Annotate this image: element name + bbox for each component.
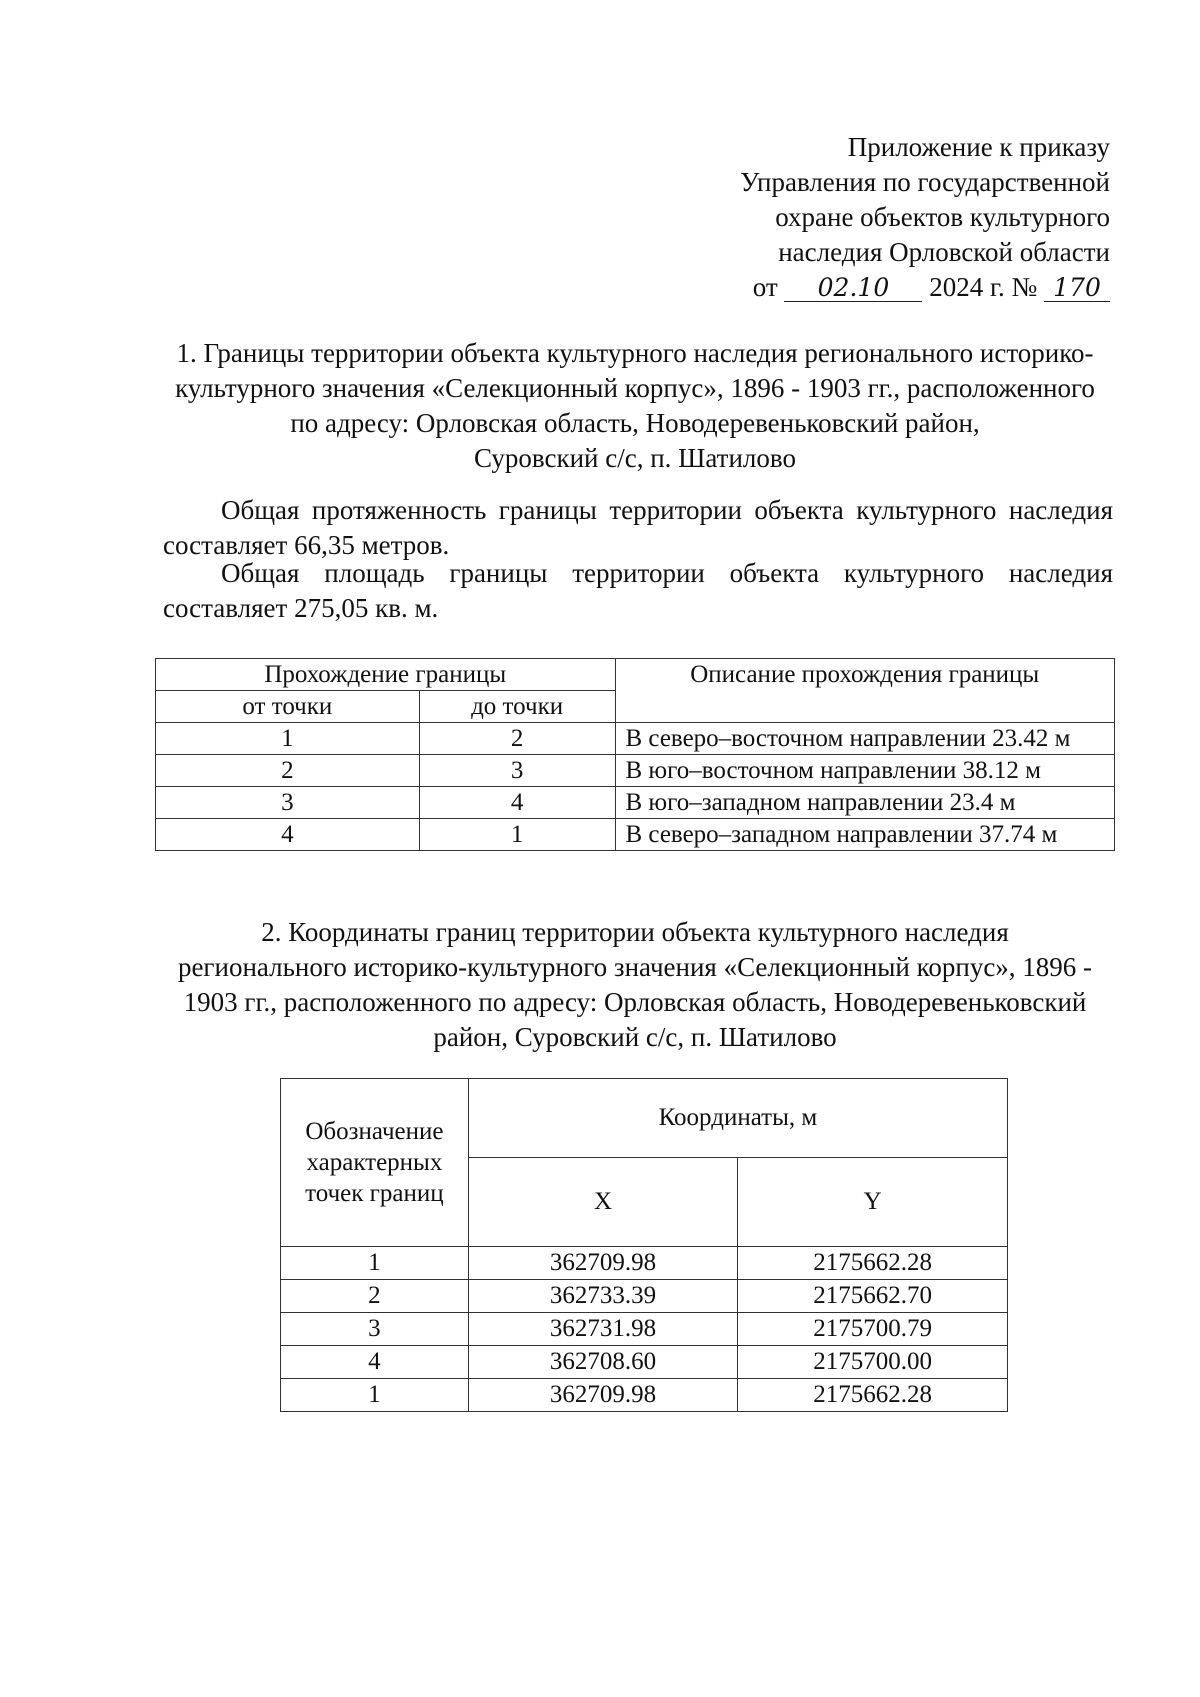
- section2-title-line: 1903 гг., расположенного по адресу: Орловская область, Новодеревеньковский: [183, 987, 1087, 1017]
- to-point-cell: 3: [419, 755, 615, 787]
- to-point-cell: 2: [419, 723, 615, 755]
- header-line-1: Приложение к приказу: [847, 132, 1110, 162]
- x-cell: 362733.39: [468, 1280, 737, 1313]
- document-header: [740, 130, 1110, 305]
- from-point-cell: 3: [156, 787, 420, 819]
- table-row: [281, 1313, 1008, 1346]
- section2-title: [160, 915, 1110, 1055]
- header-line-2: Управления по государственной: [740, 167, 1110, 197]
- x-cell: 362708.60: [468, 1346, 737, 1379]
- header-y: Y: [738, 1158, 1008, 1247]
- x-cell: 362731.98: [468, 1313, 737, 1346]
- y-cell: 2175662.70: [738, 1280, 1008, 1313]
- header-line-4: наследия Орловской области: [778, 237, 1110, 267]
- date-prefix: от: [752, 272, 778, 302]
- point-cell: 1: [281, 1379, 469, 1412]
- y-cell: 2175700.00: [738, 1346, 1008, 1379]
- description-cell: В юго–восточном направлении 38.12 м: [615, 755, 1115, 787]
- point-cell: 3: [281, 1313, 469, 1346]
- table-row: [281, 1379, 1008, 1412]
- point-cell: 1: [281, 1247, 469, 1280]
- section1-title: [160, 336, 1110, 476]
- header-from-point: от точки: [156, 691, 420, 723]
- header-description: Описание прохождения границы: [615, 659, 1115, 723]
- header-to-point: до точки: [419, 691, 615, 723]
- year-text: 2024 г. №: [929, 272, 1038, 302]
- x-cell: 362709.98: [468, 1379, 737, 1412]
- table-row: [281, 1346, 1008, 1379]
- table-row: [156, 723, 1115, 755]
- table-row: [156, 755, 1115, 787]
- x-cell: 362709.98: [468, 1247, 737, 1280]
- section2-title-line: регионального историко-культурного значения «Селекционный корпус», 1896 -: [177, 952, 1093, 982]
- point-cell: 2: [281, 1280, 469, 1313]
- section1-title-line: культурного значения «Селекционный корпус», 1896 - 1903 гг., расположенного: [175, 373, 1095, 403]
- header-date-line: [740, 270, 1110, 305]
- from-point-cell: 1: [156, 723, 420, 755]
- coordinates-table: [280, 1078, 1008, 1412]
- paragraph-area: [163, 556, 1113, 626]
- table-row: [281, 1280, 1008, 1313]
- description-cell: В северо–восточном направлении 23.42 м: [615, 723, 1115, 755]
- table-row: [156, 787, 1115, 819]
- description-cell: В юго–западном направлении 23.4 м: [615, 787, 1115, 819]
- header-point-designation: Обозначение характерных точек границ: [281, 1079, 469, 1247]
- section2-title-line: 2. Координаты границ территории объекта культурного наследия: [261, 917, 1009, 947]
- boundary-description-table: [155, 658, 1115, 851]
- header-coordinates: Координаты, м: [468, 1079, 1007, 1158]
- paragraph-area-text: Общая площадь границы территории объекта культурного наследия составляет 275,05 кв. м.: [163, 558, 1113, 623]
- section2-title-line: район, Суровский с/с, п. Шатилово: [433, 1022, 837, 1052]
- to-point-cell: 1: [419, 819, 615, 851]
- table-row: [156, 819, 1115, 851]
- handwritten-order-number: 170: [1044, 275, 1110, 302]
- description-cell: В северо–западном направлении 37.74 м: [615, 819, 1115, 851]
- y-cell: 2175700.79: [738, 1313, 1008, 1346]
- header-x: X: [468, 1158, 737, 1247]
- section1-title-line: 1. Границы территории объекта культурного наследия регионального историко-: [176, 338, 1094, 368]
- paragraph-length: [163, 493, 1113, 563]
- header-line-3: охране объектов культурного: [775, 202, 1110, 232]
- section1-title-line: по адресу: Орловская область, Новодеревеньковский район,: [290, 408, 980, 438]
- handwritten-date: 02.10: [784, 275, 922, 302]
- from-point-cell: 4: [156, 819, 420, 851]
- y-cell: 2175662.28: [738, 1247, 1008, 1280]
- paragraph-length-text: Общая протяженность границы территории объекта культурного наследия составляет 66,35 метров.: [163, 495, 1113, 560]
- y-cell: 2175662.28: [738, 1379, 1008, 1412]
- to-point-cell: 4: [419, 787, 615, 819]
- point-cell: 4: [281, 1346, 469, 1379]
- from-point-cell: 2: [156, 755, 420, 787]
- section1-title-line: Суровский с/с, п. Шатилово: [474, 443, 796, 473]
- table-row: [281, 1247, 1008, 1280]
- header-boundary-passage: Прохождение границы: [156, 659, 616, 691]
